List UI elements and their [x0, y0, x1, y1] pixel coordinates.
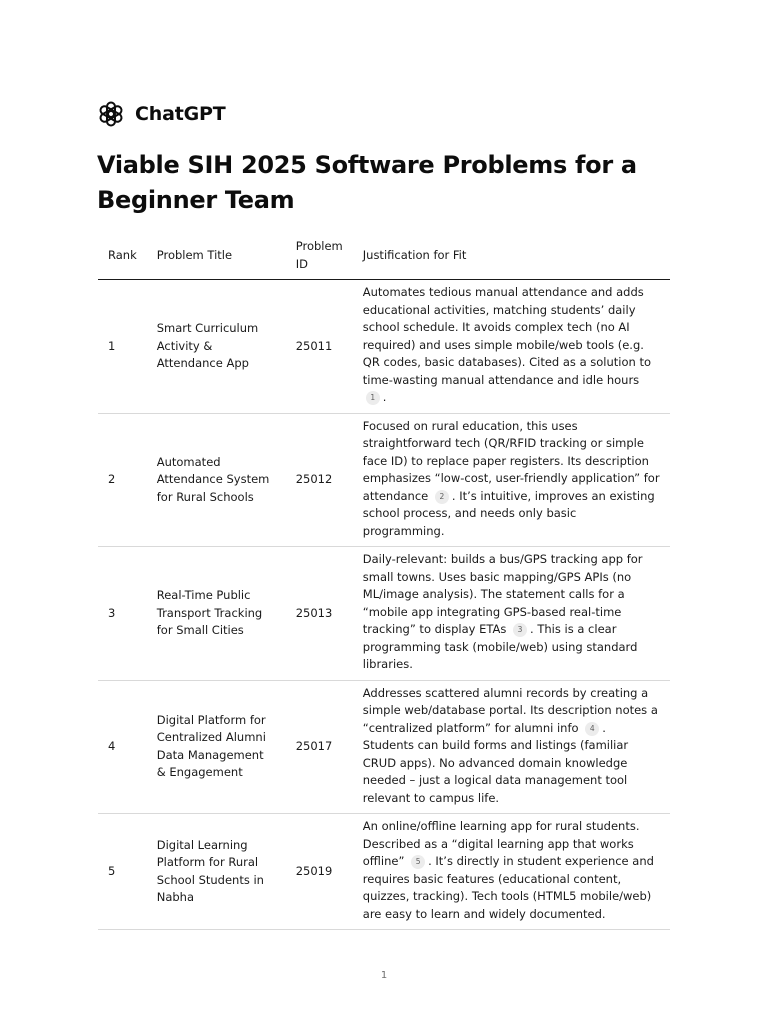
justification-text: Focused on rural education, this uses straightforward tech (QR/RFID tracking or simple face ID) to replace paper registers. Its description emphasizes “low-cost, user-friendly application” for attendance	[362, 418, 660, 503]
problems-table	[98, 232, 670, 930]
justification-cell	[353, 413, 670, 547]
problem-id-cell: 25017	[286, 680, 353, 814]
citation-badge[interactable]: 4	[585, 722, 599, 736]
header-problem-id: Problem ID	[286, 232, 353, 280]
citation-badge[interactable]: 1	[366, 391, 380, 405]
table-row	[98, 547, 670, 681]
problem-title-cell: Automated Attendance System for Rural Schools	[147, 413, 286, 547]
rank-cell: 4	[98, 680, 147, 814]
table-row	[98, 680, 670, 814]
citation-badge[interactable]: 5	[411, 855, 425, 869]
header-problem-title: Problem Title	[147, 232, 286, 280]
justification-cell	[353, 814, 670, 930]
justification-text-end: . It’s intuitive, improves an existing school process, and needs only basic programming.	[362, 488, 655, 538]
problem-id-cell: 25019	[286, 814, 353, 930]
justification-cell	[353, 280, 670, 414]
table-row	[98, 280, 670, 414]
justification-text: Automates tedious manual attendance and adds educational activities, matching students’ daily school schedule. It avoids complex tech (no AI required) and uses simple mobile/web tools (e.g. QR codes, basic databases). Cited as a solution to time-wasting manual attendance and idle hours	[362, 285, 652, 387]
justification-text-end: .	[382, 390, 387, 404]
citation-badge[interactable]: 2	[435, 490, 449, 504]
justification-text: Addresses scattered alumni records by creating a simple web/database portal. Its description notes a “centralized platform” for alumni info	[362, 685, 658, 735]
justification-text: Daily-relevant: builds a bus/GPS tracking app for small towns. Uses basic mapping/GPS APIs (no ML/image analysis). The statement calls for a “mobile app integrating GPS-based real-time tracking” to display ETAs	[362, 552, 643, 636]
table-row	[98, 413, 670, 547]
problem-title-cell: Real-Time Public Transport Tracking for Small Cities	[147, 547, 286, 681]
justification-text-end: . Students can build forms and listings (familiar CRUD apps). No advanced domain knowledge needed – just a logical data management tool relevant to campus life.	[362, 720, 629, 805]
rank-cell: 3	[98, 547, 147, 681]
table-header-row	[98, 232, 670, 280]
citation-badge[interactable]: 3	[513, 623, 527, 637]
justification-text-end: . This is a clear programming task (mobile/web) using standard libraries.	[362, 622, 638, 671]
problem-id-cell: 25012	[286, 413, 353, 547]
header-justification: Justification for Fit	[353, 232, 670, 280]
justification-cell	[353, 547, 670, 681]
openai-logo-icon	[97, 100, 125, 128]
table-row	[98, 814, 670, 930]
rank-cell: 1	[98, 280, 147, 414]
problem-title-cell: Digital Platform for Centralized Alumni Data Management & Engagement	[147, 680, 286, 814]
problem-title-cell: Smart Curriculum Activity & Attendance App	[147, 280, 286, 414]
page-number: 1	[380, 970, 388, 981]
problem-title-cell: Digital Learning Platform for Rural School Students in Nabha	[147, 814, 286, 930]
header-rank: Rank	[98, 232, 147, 280]
justification-cell	[353, 680, 670, 814]
brand-header	[97, 100, 225, 128]
justification-text-end: . It’s directly in student experience and requires basic features (educational content, quizzes, tracking). Tech tools (HTML5 mobile/web) are easy to learn and widely documented.	[362, 854, 654, 921]
brand-name: ChatGPT	[135, 103, 226, 125]
rank-cell: 5	[98, 814, 147, 930]
problem-id-cell: 25011	[286, 280, 353, 414]
rank-cell: 2	[98, 413, 147, 547]
problem-id-cell: 25013	[286, 547, 353, 681]
page-title: Viable SIH 2025 Software Problems for a Beginner Team	[97, 151, 637, 214]
justification-text: An online/offline learning app for rural students. Described as a “digital learning app that works offline”	[362, 819, 640, 868]
